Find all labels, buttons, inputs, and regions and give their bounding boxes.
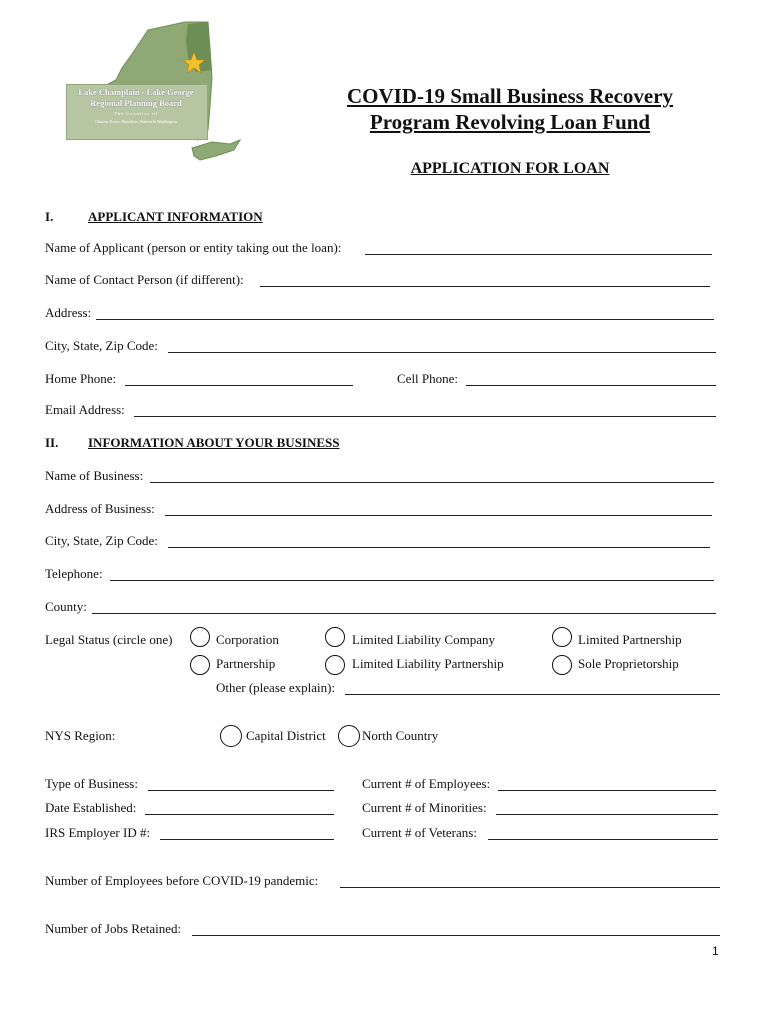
other-label: Other (please explain): [216, 680, 336, 695]
business-city-state-zip-label: City, State, Zip Code: [45, 533, 158, 548]
business-name-field[interactable] [150, 482, 714, 483]
county-label: County: [45, 599, 87, 614]
section-2-title: INFORMATION ABOUT YOUR BUSINESS [88, 435, 340, 450]
irs-id-field[interactable] [160, 839, 334, 840]
section-1-number: I. [45, 209, 54, 224]
contact-name-label: Name of Contact Person (if different): [45, 272, 244, 287]
telephone-field[interactable] [110, 580, 714, 581]
document-subtitle: APPLICATION FOR LOAN [410, 160, 610, 177]
jobs-retained-field[interactable] [192, 935, 720, 936]
logo [60, 18, 250, 168]
logo-tagline-1: The Counties of [114, 111, 158, 116]
current-employees-field[interactable] [498, 790, 716, 791]
capital-district-radio[interactable] [220, 725, 242, 747]
county-field[interactable] [92, 613, 716, 614]
date-established-field[interactable] [145, 814, 334, 815]
section-2-number: II. [45, 435, 59, 450]
document-title-line2: Program Revolving Loan Fund [369, 110, 651, 134]
applicant-name-label: Name of Applicant (person or entity taking out the loan): [45, 240, 342, 255]
partnership-radio[interactable] [190, 655, 210, 675]
email-label: Email Address: [45, 402, 125, 417]
partnership-label: Partnership [216, 656, 276, 671]
current-employees-label: Current # of Employees: [362, 776, 491, 791]
north-country-label: North Country [362, 728, 439, 743]
lp-label: Limited Partnership [578, 632, 682, 647]
type-of-business-label: Type of Business: [45, 776, 138, 791]
current-minorities-label: Current # of Minorities: [362, 800, 487, 815]
telephone-label: Telephone: [45, 566, 103, 581]
region-label: NYS Region: [45, 728, 116, 743]
sole-proprietorship-radio[interactable] [552, 655, 572, 675]
logo-tagline-2: Clinton, Essex, Hamilton, Warren & Washington [95, 119, 177, 124]
address-label: Address: [45, 305, 92, 320]
page-number: 1 [712, 944, 719, 958]
date-established-label: Date Established: [45, 800, 137, 815]
cell-phone-field[interactable] [466, 385, 716, 386]
lp-radio[interactable] [552, 627, 572, 647]
capital-district-label: Capital District [246, 728, 326, 743]
corporation-radio[interactable] [190, 627, 210, 647]
cell-phone-label: Cell Phone: [397, 371, 459, 386]
current-minorities-field[interactable] [496, 814, 718, 815]
email-field[interactable] [134, 416, 716, 417]
document-title-line1: COVID-19 Small Business Recovery [346, 84, 674, 108]
logo-title-line1: Lake Champlain - Lake George [78, 87, 194, 97]
business-city-state-zip-field[interactable] [168, 547, 710, 548]
llc-radio[interactable] [325, 627, 345, 647]
logo-title-line2: Regional Planning Board [90, 98, 182, 108]
section-1-title: APPLICANT INFORMATION [88, 209, 263, 224]
llp-label: Limited Liability Partnership [352, 656, 504, 671]
applicant-name-field[interactable] [365, 254, 712, 255]
jobs-retained-label: Number of Jobs Retained: [45, 921, 182, 936]
type-of-business-field[interactable] [148, 790, 334, 791]
business-name-label: Name of Business: [45, 468, 144, 483]
business-address-field[interactable] [165, 515, 712, 516]
other-field[interactable] [345, 694, 720, 695]
north-country-radio[interactable] [338, 725, 360, 747]
address-field[interactable] [96, 319, 714, 320]
contact-name-field[interactable] [260, 286, 710, 287]
home-phone-field[interactable] [125, 385, 353, 386]
home-phone-label: Home Phone: [45, 371, 117, 386]
corporation-label: Corporation [216, 632, 279, 647]
legal-status-label: Legal Status (circle one) [45, 632, 173, 647]
llc-label: Limited Liability Company [352, 632, 495, 647]
employees-before-field[interactable] [340, 887, 720, 888]
city-state-zip-label: City, State, Zip Code: [45, 338, 158, 353]
current-veterans-field[interactable] [488, 839, 718, 840]
sole-proprietorship-label: Sole Proprietorship [578, 656, 679, 671]
city-state-zip-field[interactable] [168, 352, 716, 353]
employees-before-label: Number of Employees before COVID-19 pandemic: [45, 873, 319, 888]
irs-id-label: IRS Employer ID #: [45, 825, 151, 840]
llp-radio[interactable] [325, 655, 345, 675]
current-veterans-label: Current # of Veterans: [362, 825, 477, 840]
business-address-label: Address of Business: [45, 501, 155, 516]
